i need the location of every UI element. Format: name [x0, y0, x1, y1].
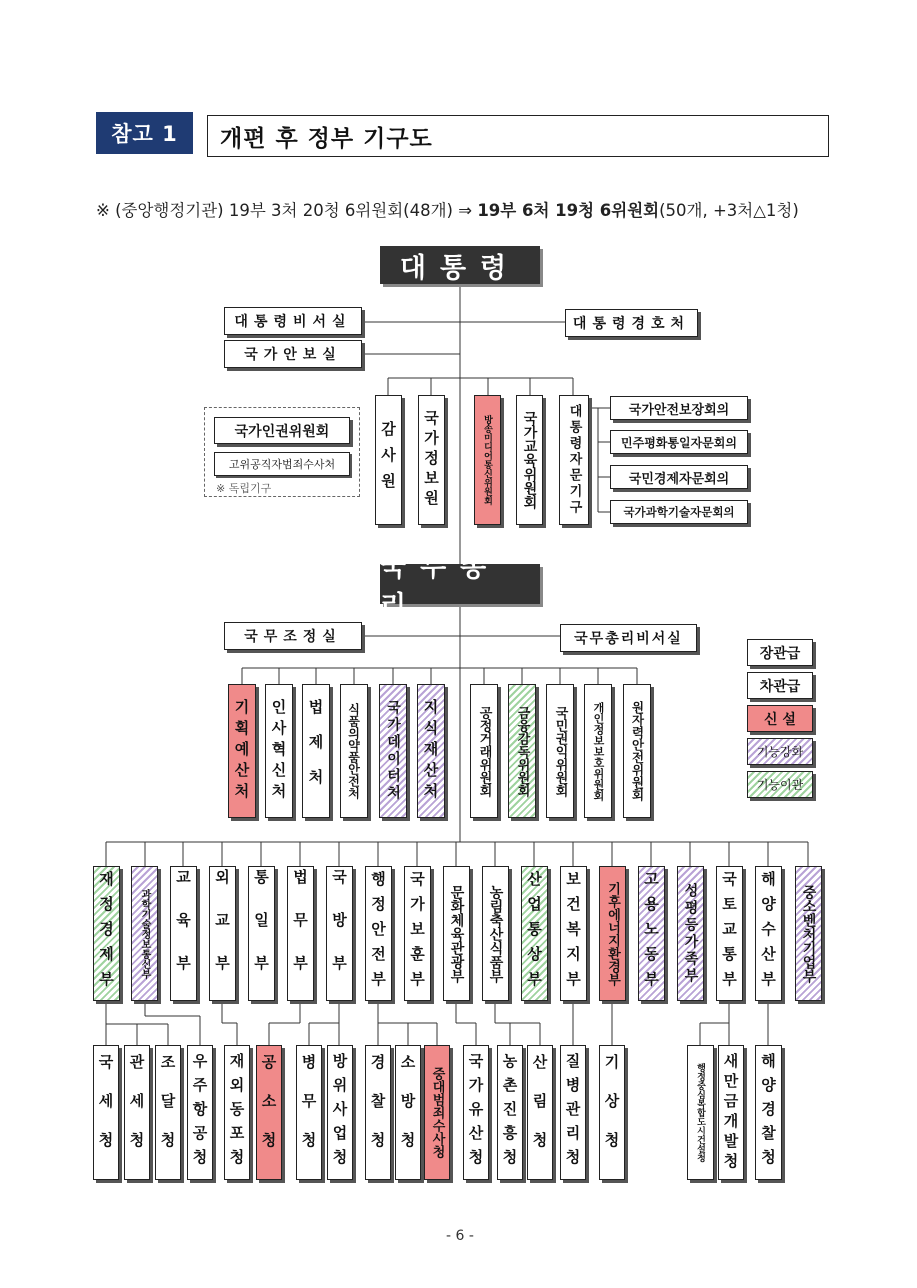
- ministry-justice: [287, 866, 314, 1001]
- president-org-media-commission: [474, 395, 501, 525]
- agency-label: 산림청: [530, 1054, 549, 1171]
- pm-org-privacy: [584, 684, 612, 818]
- ministry-label: 문화체육관광부: [448, 884, 465, 983]
- ministry-label: 국가보훈부: [408, 871, 426, 996]
- pm-org-food-drug: [340, 684, 368, 818]
- summary-before: (중앙행정기관) 19부 3처 20청 6위원회(48개) ⇒: [115, 201, 473, 220]
- agency-label: 관세청: [127, 1054, 146, 1171]
- pm-org-label: 원자력안전위원회: [630, 701, 645, 801]
- agency-rural-development: [497, 1045, 523, 1180]
- ministry-label: 기후에너지환경부: [605, 881, 620, 986]
- ministry-culture-sports-tourism: [443, 866, 470, 1001]
- ministry-oceans-fisheries: [755, 866, 782, 1001]
- president-secretariat: 대통령비서실: [224, 307, 362, 335]
- agency-label: 우주항공청: [190, 1052, 209, 1173]
- president-org-label: 방송미디어통신위원회: [482, 415, 492, 505]
- pm-org-label: 금융감독위원회: [514, 705, 530, 797]
- pm-org-personnel: [265, 684, 293, 818]
- summary-after-rest: (50개, +3처△1청): [659, 201, 799, 220]
- ministry-label: 중소벤처기업부: [800, 884, 817, 983]
- legend-minister-level: 장관급: [747, 639, 813, 666]
- agency-label: 조달청: [158, 1054, 177, 1171]
- ministry-defense: [326, 866, 353, 1001]
- reference-tag: 참고 1: [96, 112, 193, 154]
- agency-label: 새만금개발청: [721, 1052, 740, 1173]
- agency-meteorological: [599, 1045, 625, 1180]
- agency-label: 병무청: [299, 1054, 318, 1171]
- ministry-agriculture-food: [482, 866, 509, 1001]
- ministry-label: 법무부: [291, 869, 309, 998]
- pm-org-label: 식품의약품안전처: [346, 703, 361, 799]
- president-org-advisory: [559, 395, 589, 525]
- agency-national-tax: [93, 1045, 119, 1180]
- ministry-label: 재정경제부: [97, 871, 115, 996]
- agency-label: 해양경찰청: [759, 1052, 777, 1173]
- agency-police: [365, 1045, 391, 1180]
- summary-line: [96, 197, 856, 223]
- ministry-label: 행정안전부: [369, 871, 387, 996]
- agency-label: 재외동포청: [227, 1052, 246, 1173]
- ministry-label: 과학기술정보통신부: [139, 888, 150, 979]
- pm-org-financial-supervisory: [508, 684, 536, 818]
- legend-enhanced: 기능강화: [747, 738, 813, 765]
- pm-org-label: 국민권익위원회: [552, 705, 568, 797]
- ministry-label: 국토교통부: [720, 871, 738, 996]
- prime-minister-box: 국무총리: [380, 564, 540, 604]
- ministry-label: 고용노동부: [642, 871, 660, 996]
- page-number: - 6 -: [446, 1228, 474, 1244]
- pm-org-ip-office: [417, 684, 445, 818]
- ministry-patriots-veterans: [404, 866, 431, 1001]
- cio-box: 고위공직자범죄수사처: [214, 452, 350, 476]
- advisory-security-council: 국가안전보장회의: [610, 396, 748, 420]
- ministry-gender-equality-family: [677, 866, 704, 1001]
- advisory-economic-council: 국민경제자문회의: [610, 465, 748, 489]
- ministry-label: 농림축산식품부: [487, 884, 504, 983]
- president-org-nis: [418, 395, 445, 525]
- agency-label: 소방청: [398, 1054, 417, 1171]
- agency-forest: [527, 1045, 553, 1180]
- president-org-label: 국가정보원: [422, 410, 440, 510]
- independent-note: ※ 독립기구: [216, 482, 272, 495]
- pm-org-label: 공정거래위원회: [476, 705, 492, 797]
- agency-kdca: [560, 1045, 586, 1180]
- agency-label: 질병관리청: [563, 1052, 582, 1173]
- agency-label: 농촌진흥청: [500, 1052, 519, 1173]
- ministry-climate-energy-environment: [599, 866, 626, 1001]
- ministry-label: 외교부: [213, 869, 231, 998]
- president-org-audit: [375, 395, 402, 525]
- agency-maccc: [687, 1045, 714, 1180]
- ministry-label: 교육부: [174, 869, 192, 998]
- pm-org-label: 국가데이터처: [385, 700, 401, 802]
- human-rights-commission: 국가인권위원회: [214, 417, 350, 444]
- agency-label: 공소청: [259, 1054, 278, 1171]
- agency-coast-guard: [755, 1045, 782, 1180]
- note-mark: ※: [96, 201, 110, 220]
- agency-label: 경찰청: [368, 1054, 387, 1171]
- agency-label: 국세청: [96, 1054, 115, 1171]
- ministry-employment-labor: [638, 866, 665, 1001]
- pm-org-data-office: [379, 684, 407, 818]
- agency-kasa: [187, 1045, 213, 1180]
- agency-customs: [124, 1045, 150, 1180]
- ministry-smes-startups: [795, 866, 822, 1001]
- pm-org-budget-office: [228, 684, 256, 818]
- pm-org-label: 기획예산처: [232, 698, 251, 804]
- page-title: 개편 후 정부 기구도: [207, 115, 829, 157]
- agency-heritage: [463, 1045, 489, 1180]
- ministry-label: 산업통상부: [525, 871, 543, 996]
- pm-org-anti-corruption: [546, 684, 574, 818]
- pm-org-label: 법제처: [306, 698, 325, 804]
- agency-serious-crimes-investigation: [424, 1045, 450, 1180]
- president-org-education-commission: [516, 395, 543, 525]
- agency-label: 행정중심복합도시건설청: [695, 1063, 705, 1162]
- ministry-label: 해양수산부: [759, 871, 777, 996]
- pm-secretariat: 국무총리비서실: [560, 624, 697, 652]
- ministry-label: 보건복지부: [564, 871, 582, 996]
- agency-overseas-koreans: [224, 1045, 250, 1180]
- agency-prosecution-service: [256, 1045, 282, 1180]
- agency-label: 기상청: [602, 1054, 621, 1171]
- ministry-foreign-affairs: [209, 866, 236, 1001]
- ministry-industry-trade: [521, 866, 548, 1001]
- agency-procurement: [155, 1045, 181, 1180]
- ministry-health-welfare: [560, 866, 587, 1001]
- legend-new: 신 설: [747, 705, 813, 732]
- ministry-land-transport: [716, 866, 743, 1001]
- ministry-label: 국방부: [330, 869, 348, 998]
- pm-org-fair-trade: [470, 684, 498, 818]
- advisory-science-council: 국가과학기술자문회의: [610, 500, 748, 524]
- ministry-education: [170, 866, 197, 1001]
- legend-vice-minister-level: 차관급: [747, 672, 813, 699]
- agency-fire: [395, 1045, 421, 1180]
- agency-dapa: [327, 1045, 353, 1180]
- pm-org-label: 지식재산처: [421, 698, 440, 804]
- ministry-interior-safety: [365, 866, 392, 1001]
- pm-org-label: 개인정보보호위원회: [592, 701, 605, 801]
- president-org-label: 국가교육위원회: [521, 411, 538, 509]
- pm-org-legislation: [302, 684, 330, 818]
- national-security-office: 국가안보실: [224, 340, 362, 368]
- president-org-label: 대통령자문기구: [566, 404, 582, 516]
- presidential-guard-service: 대통령경호처: [565, 309, 698, 337]
- pm-org-label: 인사혁신처: [269, 698, 288, 804]
- ministry-economy-finance: [93, 866, 120, 1001]
- legend-transferred: 기능이관: [747, 771, 813, 798]
- pm-org-nuclear-safety: [623, 684, 651, 818]
- agency-label: 국가유산청: [466, 1052, 485, 1173]
- ministry-label: 통일부: [252, 869, 270, 998]
- advisory-unification-council: 민주평화통일자문회의: [610, 430, 748, 454]
- agency-saemangeum: [718, 1045, 744, 1180]
- pm-coordination-office: 국무조정실: [224, 622, 362, 650]
- summary-after-bold: 19부 6처 19청 6위원회: [477, 201, 660, 220]
- president-org-label: 감사원: [379, 421, 397, 499]
- agency-label: 방위사업청: [330, 1052, 349, 1173]
- president-box: 대통령: [380, 246, 540, 284]
- agency-label: 중대범죄수사청: [429, 1067, 445, 1158]
- ministry-unification: [248, 866, 275, 1001]
- ministry-science-ict: [131, 866, 158, 1001]
- ministry-label: 성평등가족부: [682, 882, 699, 985]
- agency-military-manpower: [296, 1045, 322, 1180]
